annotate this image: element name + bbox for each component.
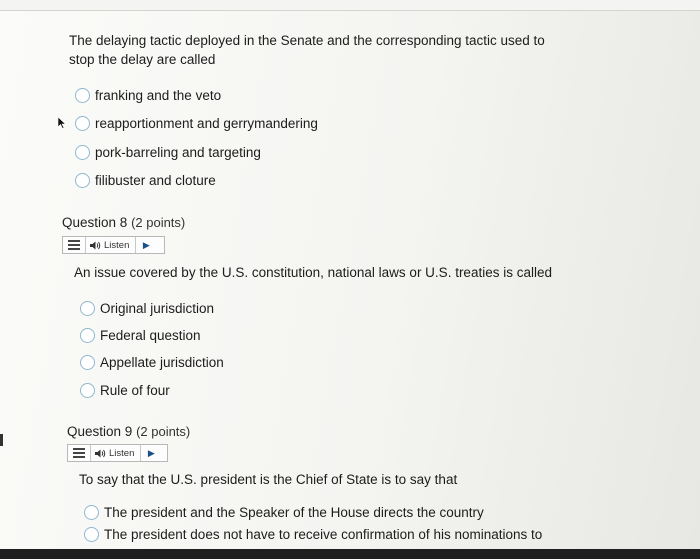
question-9-listen-widget[interactable]	[67, 444, 168, 462]
top-strip	[0, 0, 700, 11]
radio-button[interactable]	[84, 505, 99, 520]
radio-button[interactable]	[80, 301, 95, 316]
play-icon[interactable]: ▶	[147, 447, 155, 458]
question-8-option-1[interactable]	[80, 301, 214, 316]
option-label: filibuster and cloture	[95, 173, 216, 188]
quiz-page	[0, 11, 700, 549]
bottom-bar	[0, 549, 700, 559]
question-9-option-1[interactable]	[84, 505, 484, 520]
speaker-icon	[90, 241, 101, 250]
menu-icon[interactable]	[68, 445, 91, 461]
radio-button[interactable]	[75, 173, 90, 188]
question-8-option-3[interactable]	[80, 355, 224, 370]
question-8-text: An issue covered by the U.S. constitution, national laws or U.S. treaties is called	[74, 265, 552, 280]
listen-button[interactable]	[91, 445, 141, 461]
speaker-icon	[95, 449, 106, 458]
question-8-heading	[62, 215, 185, 230]
radio-button[interactable]	[84, 527, 99, 542]
radio-button[interactable]	[80, 383, 95, 398]
question-7-text-line1: The delaying tactic deployed in the Senate and the corresponding tactic used to	[69, 33, 545, 48]
listen-label: Listen	[104, 239, 130, 251]
listen-label: Listen	[109, 447, 135, 459]
question-7-option-4[interactable]	[75, 173, 216, 188]
question-7-text-line2: stop the delay are called	[69, 52, 216, 67]
question-9-text: To say that the U.S. president is the Chief of State is to say that	[79, 472, 458, 487]
question-7-option-3[interactable]	[75, 145, 261, 160]
option-label: Original jurisdiction	[100, 301, 215, 316]
question-8-listen-widget[interactable]	[62, 236, 165, 254]
question-9-heading	[67, 424, 190, 439]
radio-button[interactable]	[75, 116, 90, 131]
edge-marker	[0, 434, 3, 446]
mouse-cursor-icon	[58, 117, 66, 129]
question-7-option-1[interactable]	[75, 88, 221, 103]
question-9-option-2[interactable]	[84, 527, 542, 542]
option-label: Appellate jurisdiction	[100, 355, 224, 370]
option-label: The president does not have to receive confirmation of his nominations to	[104, 527, 543, 542]
option-label: reapportionment and gerrymandering	[95, 116, 318, 131]
option-label: Federal question	[100, 328, 201, 343]
listen-button[interactable]	[86, 237, 136, 253]
radio-button[interactable]	[80, 355, 95, 370]
question-8-option-2[interactable]	[80, 328, 201, 343]
question-8-title: Question 8	[62, 215, 128, 230]
option-label: Rule of four	[100, 383, 170, 398]
option-label: The president and the Speaker of the House directs the country	[104, 505, 484, 520]
option-label: franking and the veto	[95, 88, 222, 103]
radio-button[interactable]	[75, 88, 90, 103]
question-7-option-2[interactable]	[75, 116, 318, 131]
menu-icon[interactable]	[63, 237, 86, 253]
play-icon[interactable]: ▶	[142, 239, 150, 250]
question-8-points: (2 points)	[131, 215, 186, 230]
question-9-points: (2 points)	[136, 424, 191, 439]
option-label: pork-barreling and targeting	[95, 145, 261, 160]
question-8-option-4[interactable]	[80, 383, 170, 398]
radio-button[interactable]	[80, 328, 95, 343]
question-9-title: Question 9	[67, 424, 133, 439]
question-7-text	[69, 31, 545, 69]
radio-button[interactable]	[75, 145, 90, 160]
